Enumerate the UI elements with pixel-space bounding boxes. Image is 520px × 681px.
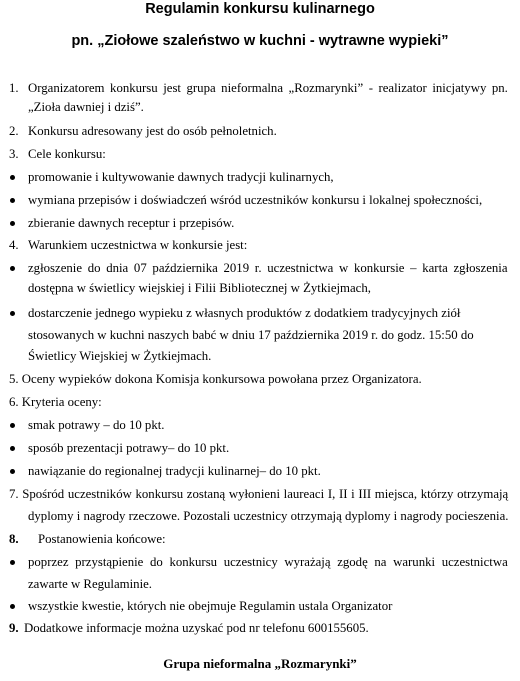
bullet-3c: zbieranie dawnych receptur i przepisów. — [28, 216, 235, 230]
item-7-line-1 — [9, 486, 508, 502]
item-2-text: Konkursu adresowany jest do osób pełnoletnich. — [28, 124, 277, 138]
page-subtitle: pn. „Ziołowe szaleństwo w kuchni - wytrawne wypieki” — [71, 33, 449, 49]
bullet-4b-line-2: stosowanych w kuchni naszych babć w dniu 17 października 2019 r. do godz. 15:50 do — [28, 328, 474, 342]
bullet-6b: sposób prezentacji potrawy– do 10 pkt. — [28, 441, 230, 455]
bullet-3b: wymiana przepisów i doświadczeń wśród uczestników konkursu i lokalnej społeczności, — [28, 193, 483, 207]
bullet-icon — [10, 175, 15, 180]
signature-footer: Grupa nieformalna „Rozmarynki” — [163, 656, 357, 671]
bullet-4a-line-2: dostępna w świetlicy wiejskiej i Filii Bibliotecznej w Żytkiejmach, — [28, 281, 371, 295]
bullet-4a-line-1 — [28, 260, 508, 276]
item-8-text: Postanowienia końcowe: — [38, 532, 166, 546]
item-4-text: Warunkiem uczestnictwa w konkursie jest: — [28, 238, 248, 252]
item-number: 2. — [9, 124, 19, 138]
item-number: 9. — [9, 621, 19, 635]
page-title: Regulamin konkursu kulinarnego — [145, 1, 375, 17]
item-7-line-2: dyplomy i nagrody rzeczowe. Pozostali uczestnicy otrzymają dyplomy i nagrody pocieszenia. — [28, 509, 509, 523]
bullet-3a: promowanie i kultywowanie dawnych tradycji kulinarnych, — [28, 170, 334, 184]
bullet-icon — [10, 311, 15, 316]
bullet-6c: nawiązanie do regionalnej tradycji kulinarnej– do 10 pkt. — [28, 464, 321, 478]
bullet-icon — [10, 469, 15, 474]
bullet-8b: wszystkie kwestie, których nie obejmuje Regulamin ustala Organizator — [28, 599, 393, 613]
item-9-text: Dodatkowe informacje można uzyskać pod nr telefonu 600155605. — [24, 621, 369, 635]
bullet-6a: smak potrawy – do 10 pkt. — [28, 418, 165, 432]
bullet-icon — [10, 221, 15, 226]
item-1-line-2: „Zioła dawniej i dziś”. — [28, 100, 144, 114]
item-6-text: 6. Kryteria oceny: — [9, 395, 102, 409]
item-number: 3. — [9, 147, 19, 161]
bullet-icon — [10, 560, 15, 565]
item-7-text: 7. Spośród uczestników konkursu zostaną wyłonieni laureaci I, II i III miejsca, którzy otrzymają — [9, 487, 509, 501]
item-3-text: Cele konkursu: — [28, 147, 106, 161]
bullet-4b-line-1: dostarczenie jednego wypieku z własnych produktów z dodatkiem tradycyjnych ziół — [28, 306, 461, 320]
item-1-line-1 — [28, 80, 508, 96]
item-number: 4. — [9, 238, 19, 252]
bullet-4b-line-3: Świetlicy Wiejskiej w Żytkiejmach. — [28, 349, 212, 363]
bullet-8a-text: poprzez przystąpienie do konkursu uczestnicy wyrażają zgodę na warunki uczestnictwa — [28, 555, 508, 569]
item-5-text: 5. Oceny wypieków dokona Komisja konkursowa powołana przez Organizatora. — [9, 372, 422, 386]
item-number: 8. — [9, 532, 19, 546]
bullet-4a-text: zgłoszenie do dnia 07 października 2019 r. uczestnictwa w konkursie – karta zgłoszenia — [28, 261, 508, 275]
bullet-8a-line-2: zawarte w Regulaminie. — [28, 577, 153, 591]
bullet-icon — [10, 604, 15, 609]
bullet-8a-line-1 — [28, 554, 508, 570]
bullet-icon — [10, 423, 15, 428]
item-number: 1. — [9, 81, 19, 95]
bullet-icon — [10, 198, 15, 203]
bullet-icon — [10, 266, 15, 271]
item-1-text: Organizatorem konkursu jest grupa nieformalna „Rozmarynki” - realizator inicjatywy pn. — [28, 81, 508, 95]
bullet-icon — [10, 446, 15, 451]
